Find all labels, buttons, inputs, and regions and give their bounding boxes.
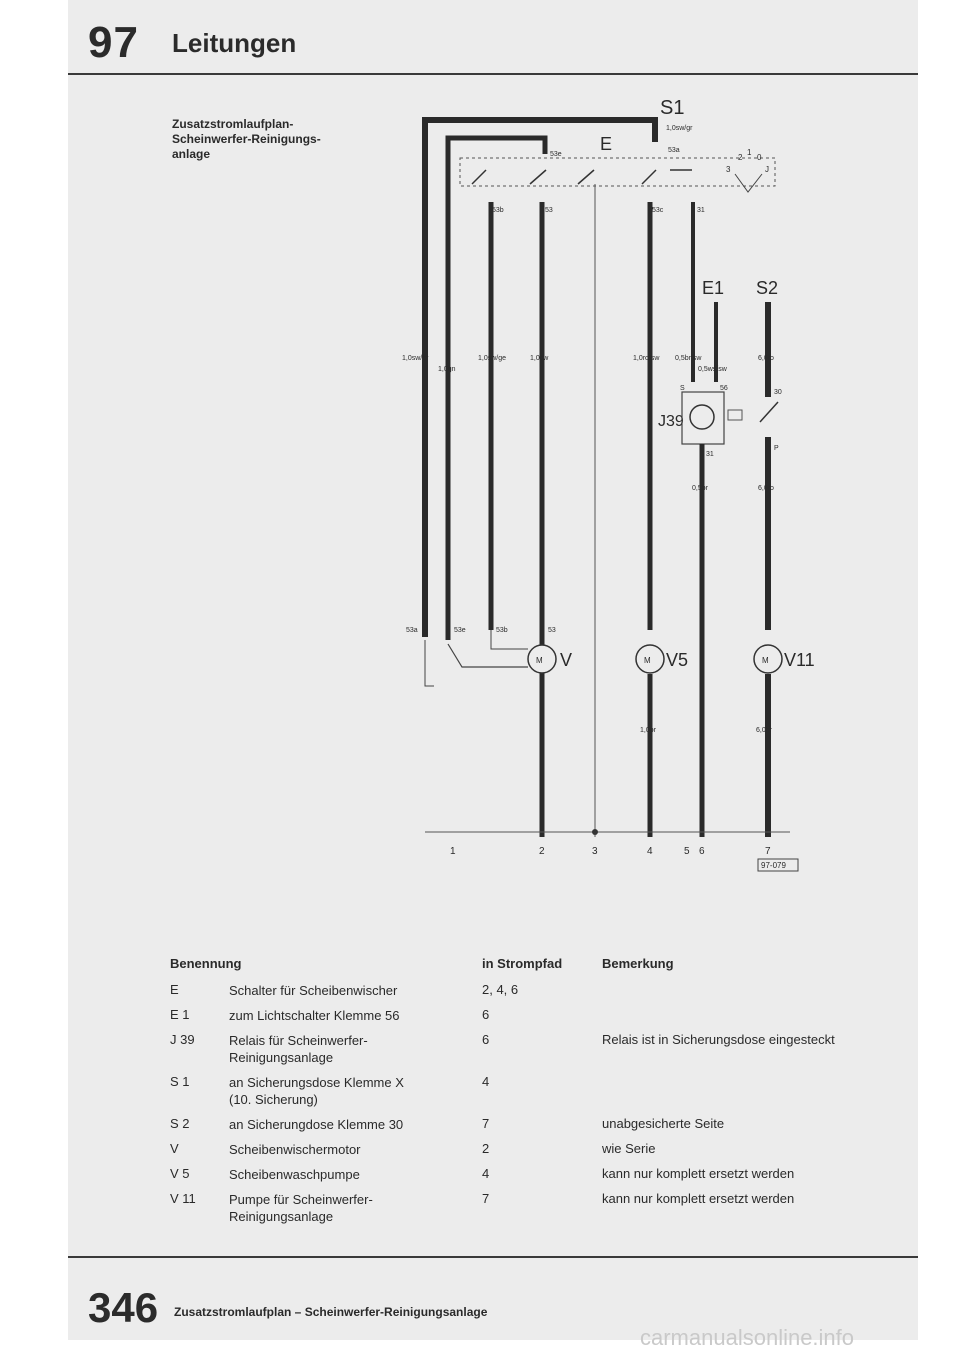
remark: kann nur komplett ersetzt werden xyxy=(602,1166,795,1181)
svg-text:M: M xyxy=(762,656,769,665)
svg-text:53: 53 xyxy=(545,207,553,214)
component-name: Schalter für Scheibenwischer xyxy=(229,983,398,998)
label-e: E xyxy=(600,134,613,154)
svg-text:53b: 53b xyxy=(496,627,508,634)
svg-text:7: 7 xyxy=(765,846,771,857)
circuit-path: 7 xyxy=(482,1116,490,1131)
legend-row xyxy=(170,1032,890,1066)
component-code: E 1 xyxy=(170,1007,190,1022)
reference-code: 97-079 xyxy=(761,861,786,870)
svg-text:6: 6 xyxy=(699,846,705,857)
label-v: V xyxy=(560,650,573,670)
svg-text:0,5br: 0,5br xyxy=(692,485,708,492)
legend-row xyxy=(170,1191,890,1225)
svg-text:97-079 xyxy=(761,861,786,870)
component-code: J 39 xyxy=(170,1032,195,1047)
legend-row xyxy=(170,1074,890,1108)
footer-title: Zusatzstromlaufplan – Scheinwerfer-Reinigungsanlage xyxy=(174,1305,488,1319)
svg-text:3: 3 xyxy=(592,846,598,857)
svg-text:6,0ro: 6,0ro xyxy=(758,485,774,492)
circuit-path: 4 xyxy=(482,1166,490,1181)
component-name: Pumpe für Scheinwerfer- Reinigungsanlage xyxy=(229,1192,373,1224)
svg-text:1,0ro/sw: 1,0ro/sw xyxy=(633,355,660,362)
svg-text:S2 xyxy=(756,278,778,298)
relay-j39 xyxy=(682,392,724,444)
svg-text:53a: 53a xyxy=(668,147,680,154)
svg-text:1,0br: 1,0br xyxy=(640,727,656,734)
svg-text:4: 4 xyxy=(647,846,653,857)
svg-text:1,0sw/gr: 1,0sw/gr xyxy=(402,355,429,362)
svg-text:J39 xyxy=(658,413,684,430)
circuit-path: 2, 4, 6 xyxy=(482,982,519,997)
component-name: an Sicherungdose Klemme 30 xyxy=(229,1117,404,1132)
legend-header: Benennung in Strompfad Bemerkung xyxy=(170,956,674,971)
svg-text:1: 1 xyxy=(450,846,456,857)
remark: unabgesicherte Seite xyxy=(602,1116,725,1131)
svg-text:M: M xyxy=(536,656,543,665)
circuit-path: 6 xyxy=(482,1032,490,1047)
remark: kann nur komplett ersetzt werden xyxy=(602,1191,795,1206)
legend-row xyxy=(170,1007,890,1024)
svg-text:53b: 53b xyxy=(492,207,504,214)
label-s2: S2 xyxy=(756,278,779,298)
label-v5: V5 xyxy=(666,650,689,670)
legend-row xyxy=(170,1166,890,1183)
svg-text:30: 30 xyxy=(774,389,782,396)
legend-row xyxy=(170,982,890,999)
label-v11: V11 xyxy=(784,650,815,670)
svg-text:6,0br: 6,0br xyxy=(756,727,772,734)
svg-text:V5 xyxy=(666,650,688,670)
svg-text:53e: 53e xyxy=(454,627,466,634)
page-number: 346 xyxy=(88,1284,159,1331)
svg-text:2: 2 xyxy=(738,153,743,162)
svg-text:0,5ws/sw: 0,5ws/sw xyxy=(698,366,727,373)
svg-text:V11 xyxy=(784,650,815,670)
component-name: Scheibenwischermotor xyxy=(229,1142,361,1157)
svg-text:53a: 53a xyxy=(406,627,418,634)
svg-text:0,5br/sw: 0,5br/sw xyxy=(675,355,702,362)
svg-text:V xyxy=(560,650,572,670)
svg-text:53c: 53c xyxy=(652,207,664,214)
component-code: V xyxy=(170,1141,179,1156)
svg-text:E1 xyxy=(702,278,724,298)
svg-text:3: 3 xyxy=(726,165,731,174)
component-code: E xyxy=(170,982,179,997)
section-number: 97 xyxy=(88,18,139,67)
component-code: V 5 xyxy=(170,1166,190,1181)
component-name: an Sicherungsdose Klemme X (10. Sicherung) xyxy=(229,1075,404,1107)
svg-text:0: 0 xyxy=(757,153,762,162)
svg-text:6,0ro: 6,0ro xyxy=(758,355,774,362)
watermark: carmanualsonline.info xyxy=(640,1325,855,1350)
svg-text:2: 2 xyxy=(539,846,545,857)
svg-text:53e: 53e xyxy=(550,151,562,158)
svg-text:31: 31 xyxy=(697,207,705,214)
svg-text:1,0sw/ge: 1,0sw/ge xyxy=(478,355,507,362)
svg-text:1,0gn: 1,0gn xyxy=(438,366,456,373)
svg-text:1,0sw: 1,0sw xyxy=(530,355,549,362)
label-s1: S1 xyxy=(660,97,685,119)
wiring-diagram xyxy=(390,92,815,892)
circuit-path: 7 xyxy=(482,1191,490,1206)
diagram-caption: Zusatzstromlaufplan- Scheinwerfer-Reinigungs- anlage xyxy=(172,117,321,161)
footer-rule xyxy=(68,1256,918,1258)
svg-text:P: P xyxy=(774,445,779,452)
svg-text:S: S xyxy=(680,385,685,392)
remark: wie Serie xyxy=(602,1141,656,1156)
header-rule xyxy=(68,73,918,75)
legend-row xyxy=(170,1141,890,1158)
section-title: Leitungen xyxy=(172,28,297,58)
circuit-path: 6 xyxy=(482,1007,490,1022)
component-name: zum Lichtschalter Klemme 56 xyxy=(229,1008,400,1023)
svg-text:53: 53 xyxy=(548,627,556,634)
svg-text:J: J xyxy=(765,165,769,174)
svg-text:1: 1 xyxy=(747,148,752,157)
label-e1: E1 xyxy=(702,278,725,298)
remark: Relais ist in Sicherungsdose eingesteckt xyxy=(602,1032,835,1047)
svg-text:56: 56 xyxy=(720,385,728,392)
legend-row xyxy=(170,1116,890,1133)
svg-text:31: 31 xyxy=(706,451,714,458)
wire-label: 1,0sw/gr xyxy=(666,125,693,132)
component-code: V 11 xyxy=(170,1191,196,1206)
component-name: Relais für Scheinwerfer- Reinigungsanlage xyxy=(229,1033,368,1065)
legend-table xyxy=(170,956,890,1233)
svg-text:5: 5 xyxy=(684,846,690,857)
label-j39: J39 xyxy=(658,413,684,430)
circuit-path: 4 xyxy=(482,1074,490,1089)
component-code: S 2 xyxy=(170,1116,190,1131)
circuit-path: 2 xyxy=(482,1141,490,1156)
svg-text:M: M xyxy=(644,656,651,665)
component-name: Scheibenwaschpumpe xyxy=(229,1167,360,1182)
component-code: S 1 xyxy=(170,1074,190,1089)
